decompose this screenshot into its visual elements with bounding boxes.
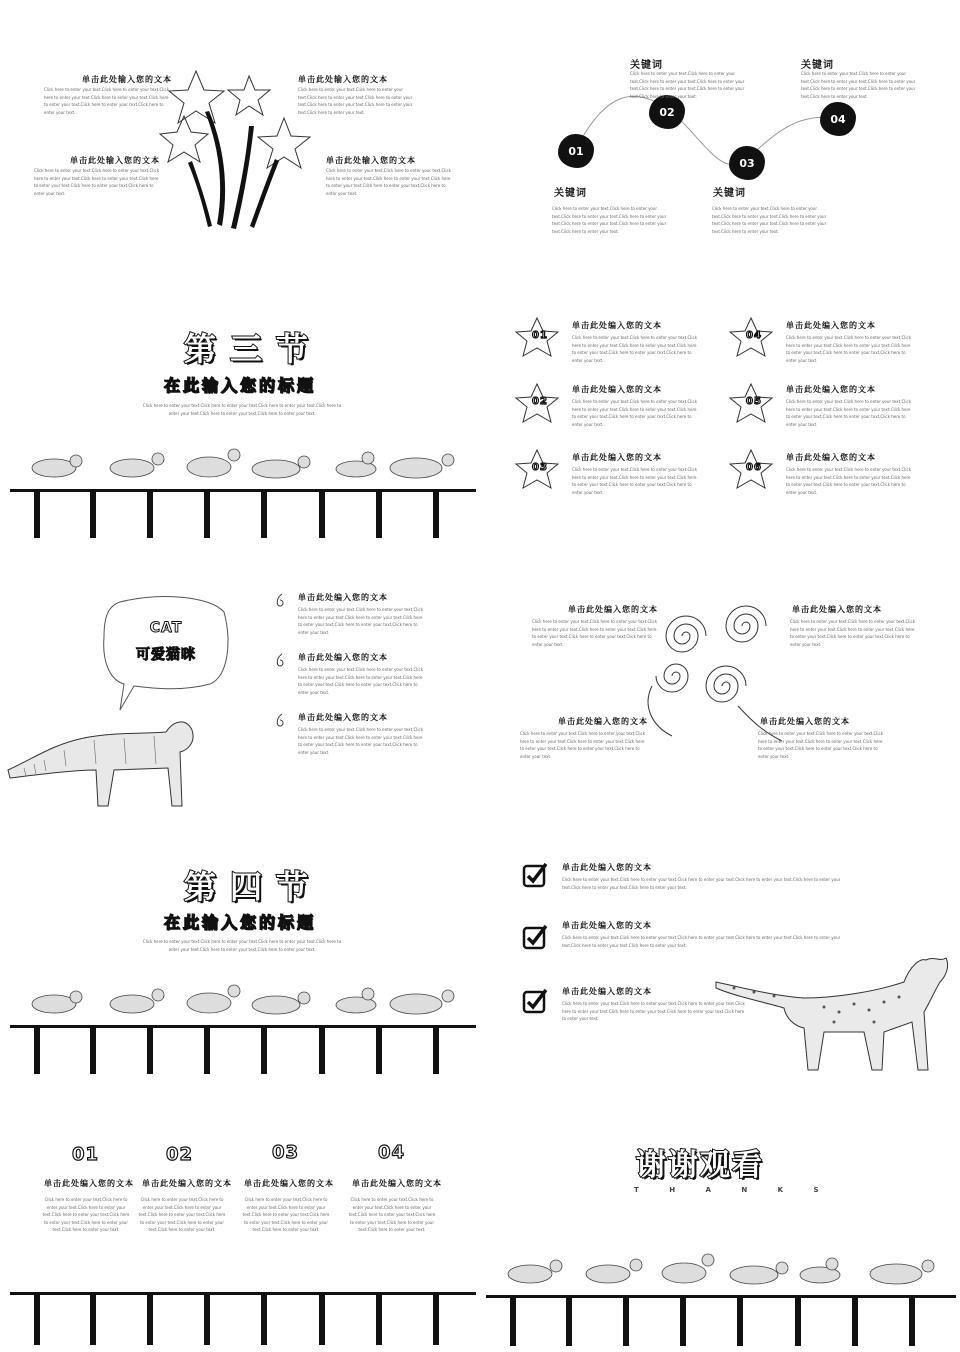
item-heading: 单击此处编入您的文本: [298, 713, 388, 722]
step-badge-04: 04: [820, 102, 856, 136]
item-heading: 单击此处编入您的文本: [572, 321, 662, 330]
slide-1-stars: [4, 8, 474, 270]
keyword-body-top-2: Click here to enter your text.Click here to enter your text.Click here to enter your text.Click here to enter your text.Click here to enter your text.Click here to enter your text.Click here to enter your text.: [801, 71, 916, 99]
item-body: Click here to enter your text.Click here to enter your text.Click here to enter your text.Click here to enter your text.Click here to enter your text.Click here to enter your text.Click here to enter your text.: [572, 467, 698, 495]
item-body: Click here to enter your text.Click here to enter your text.Click here to enter your text.Click here to enter your text.Click here to enter your text.Click here to enter your text.Click here to enter your text.: [298, 607, 424, 635]
text-body-2: Click here to enter your text.Click here to enter your text.Click here to enter your text.Click here to enter your text.Click here to enter your text.Click here to enter your text.Click here to enter your text.: [790, 619, 916, 647]
item-body: Click here to enter your text.Click here to enter your text.Click here to enter your text.Click here to enter your text.Click here to enter your text.Click here to enter your text.Click here to enter your text.: [562, 877, 841, 890]
slide-7-section: [4, 818, 474, 1080]
item-heading: 单击此处编入您的文本: [562, 921, 652, 930]
text-heading-2: 单击此处输入您的文本: [298, 75, 388, 84]
keyword-body-bottom-2: Click here to enter your text.Click here to enter your text.Click here to enter your text.Click here to enter your text.Click here to enter your text.Click here to enter your text.Click here to enter your text.: [712, 206, 827, 234]
step-badge-02: 02: [649, 95, 685, 129]
slide-4-star-list: [486, 278, 956, 540]
item-body: Click here to enter your text.Click here to enter your text.Click here to enter your text.Click here to enter your text.Click here to enter your text.Click here to enter your text.Click here to enter your text.: [298, 727, 424, 755]
item-body: Click here to enter your text.Click here to enter your text.Click here to enter your text.Click here to enter your text.Click here to enter your text.Click here to enter your text.Click here to enter your text.: [562, 1001, 745, 1021]
text-body-4: Click here to enter your text.Click here to enter your text.Click here to enter your text.Click here to enter your text.Click here to enter your text.Click here to enter your text.Click here to enter your text.: [326, 168, 452, 196]
cats-on-fence-illustration: [4, 974, 474, 1080]
text-body-1: Click here to enter your text.Click here to enter your text.Click here to enter your text.Click here to enter your text.Click here to enter your text.Click here to enter your text.Click here to enter your text.: [532, 619, 658, 647]
section-body: Click here to enter your text.Click here to enter your text.Click here to enter your text.Click here to enter your text.Click here to enter your text.Click here to enter your text.: [142, 939, 342, 952]
text-body-2: Click here to enter your text.Click here to enter your text.Click here to enter your text.Click here to enter your text.Click here to enter your text.Click here to enter your text.Click here to enter your text.: [298, 87, 413, 115]
item-heading: 单击此处编入您的文本: [562, 863, 652, 872]
item-heading: 单击此处编入您的文本: [786, 321, 876, 330]
text-heading-1: 单击此处编入您的文本: [568, 605, 658, 614]
column-heading: 单击此处编入您的文本: [44, 1179, 134, 1188]
step-badge-01: 01: [558, 134, 594, 168]
column-number: 01: [72, 1144, 100, 1165]
item-number: 06: [746, 462, 762, 473]
column-heading: 单击此处编入您的文本: [142, 1179, 232, 1188]
item-body: Click here to enter your text.Click here to enter your text.Click here to enter your text.Click here to enter your text.Click here to enter your text.Click here to enter your text.Click here to enter your text.: [572, 399, 698, 427]
item-heading: 单击此处编入您的文本: [298, 593, 388, 602]
column-body: Click here to enter your text.Click here to enter your text.Click here to enter your text.Click here to enter your text.Click here to enter your text.Click here to enter your text.Click here to enter your text.: [138, 1197, 226, 1232]
item-body: Click here to enter your text.Click here to enter your text.Click here to enter your text.Click here to enter your text.Click here to enter your text.Click here to enter your text.Click here to enter your text.: [562, 935, 841, 948]
column-body: Click here to enter your text.Click here to enter your text.Click here to enter your text.Click here to enter your text.Click here to enter your text.Click here to enter your text.Click here to enter your text.: [348, 1197, 436, 1232]
section-body: Click here to enter your text.Click here to enter your text.Click here to enter your text.Click here to enter your text.Click here to enter your text.Click here to enter your text.: [142, 403, 342, 416]
swirl-bullet-icon: [272, 652, 288, 672]
slide-2-wave-timeline: [486, 8, 956, 270]
item-body: Click here to enter your text.Click here to enter your text.Click here to enter your text.Click here to enter your text.Click here to enter your text.Click here to enter your text.Click here to enter your text.: [298, 667, 424, 695]
item-body: Click here to enter your text.Click here to enter your text.Click here to enter your text.Click here to enter your text.Click here to enter your text.Click here to enter your text.Click here to enter your text.: [572, 335, 698, 363]
text-heading-1: 单击此处输入您的文本: [82, 75, 172, 84]
section-title: 第四节: [184, 868, 323, 906]
item-body: Click here to enter your text.Click here to enter your text.Click here to enter your text.Click here to enter your text.Click here to enter your text.Click here to enter your text.Click here to enter your text.: [786, 399, 912, 427]
item-heading: 单击此处编入您的文本: [572, 385, 662, 394]
keyword-body-bottom-1: Click here to enter your text.Click here to enter your text.Click here to enter your text.Click here to enter your text.Click here to enter your text.Click here to enter your text.Click here to enter your text.: [552, 206, 667, 234]
item-heading: 单击此处编入您的文本: [562, 987, 652, 996]
thanks-subtitle: T H A N K S: [634, 1186, 833, 1194]
section-title: 第三节: [184, 330, 323, 368]
step-badge-03: 03: [729, 146, 765, 180]
keyword-bottom-1: 关键词: [554, 188, 587, 199]
text-body-3: Click here to enter your text.Click here to enter your text.Click here to enter your text.Click here to enter your text.Click here to enter your text.Click here to enter your text.Click here to enter your text.: [34, 168, 160, 196]
text-heading-4: 单击此处输入您的文本: [326, 156, 416, 165]
cats-on-fence-illustration: [486, 1244, 956, 1350]
column-heading: 单击此处编入您的文本: [244, 1179, 334, 1188]
text-body-1: Click here to enter your text.Click here to enter your text.Click here to enter your text.Click here to enter your text.Click here to enter your text.Click here to enter your text.Click here to enter your text.: [44, 87, 170, 115]
swirl-bullet-icon: [272, 592, 288, 612]
text-heading-2: 单击此处编入您的文本: [792, 605, 882, 614]
column-number: 03: [272, 1142, 300, 1163]
item-number: 03: [532, 462, 548, 473]
slide-8-checklist: [486, 818, 956, 1080]
item-heading: 单击此处编入您的文本: [786, 385, 876, 394]
fence-illustration: [4, 1290, 474, 1350]
column-number: 02: [166, 1144, 194, 1165]
cats-on-fence-illustration: [4, 438, 474, 540]
bubble-subtitle: 可爱猫咪: [136, 647, 196, 663]
keyword-top-2: 关键词: [801, 60, 834, 71]
item-number: 02: [532, 396, 548, 407]
text-heading-3: 单击此处输入您的文本: [70, 156, 160, 165]
item-heading: 单击此处编入您的文本: [786, 453, 876, 462]
item-number: 04: [746, 330, 762, 341]
checkbox-checked-icon: [522, 924, 548, 950]
keyword-top-1: 关键词: [630, 60, 663, 71]
keyword-bottom-2: 关键词: [713, 188, 746, 199]
slide-5-cat-bubble: [4, 548, 474, 810]
item-heading: 单击此处编入您的文本: [298, 653, 388, 662]
item-heading: 单击此处编入您的文本: [572, 453, 662, 462]
text-heading-3: 单击此处编入您的文本: [558, 717, 648, 726]
column-number: 04: [378, 1142, 406, 1163]
keyword-body-top-1: Click here to enter your text.Click here to enter your text.Click here to enter your text.Click here to enter your text.Click here to enter your text.Click here to enter your text.Click here to enter your text.: [630, 71, 745, 99]
checkbox-checked-icon: [522, 862, 548, 888]
column-heading: 单击此处编入您的文本: [352, 1179, 442, 1188]
column-body: Click here to enter your text.Click here to enter your text.Click here to enter your text.Click here to enter your text.Click here to enter your text.Click here to enter your text.Click here to enter your text.: [42, 1197, 130, 1232]
column-body: Click here to enter your text.Click here to enter your text.Click here to enter your text.Click here to enter your text.Click here to enter your text.Click here to enter your text.Click here to enter your text.: [242, 1197, 330, 1232]
item-number: 01: [532, 330, 548, 341]
item-number: 05: [746, 396, 762, 407]
item-body: Click here to enter your text.Click here to enter your text.Click here to enter your text.Click here to enter your text.Click here to enter your text.Click here to enter your text.Click here to enter your text.: [786, 467, 912, 495]
text-body-4: Click here to enter your text.Click here to enter your text.Click here to enter your text.Click here to enter your text.Click here to enter your text.Click here to enter your text.Click here to enter your text.: [758, 731, 884, 759]
cat-illustration: [714, 952, 954, 1078]
item-body: Click here to enter your text.Click here to enter your text.Click here to enter your text.Click here to enter your text.Click here to enter your text.Click here to enter your text.Click here to enter your text.: [786, 335, 912, 363]
slide-6-spirals: [486, 548, 956, 810]
cat-illustration: [4, 708, 204, 810]
slide-3-section: [4, 278, 474, 540]
text-body-3: Click here to enter your text.Click here to enter your text.Click here to enter your text.Click here to enter your text.Click here to enter your text.Click here to enter your text.Click here to enter your text.: [520, 731, 646, 759]
text-heading-4: 单击此处编入您的文本: [760, 717, 850, 726]
thanks-title: 谢谢观看: [636, 1148, 764, 1183]
slide-10-thanks: [486, 1088, 956, 1350]
swirl-bullet-icon: [272, 712, 288, 732]
checkbox-checked-icon: [522, 988, 548, 1014]
slide-9-four-columns: [4, 1088, 474, 1350]
section-subtitle: 在此输入您的标题: [164, 913, 317, 932]
section-subtitle: 在此输入您的标题: [164, 376, 317, 395]
bubble-title: CAT: [149, 620, 183, 636]
